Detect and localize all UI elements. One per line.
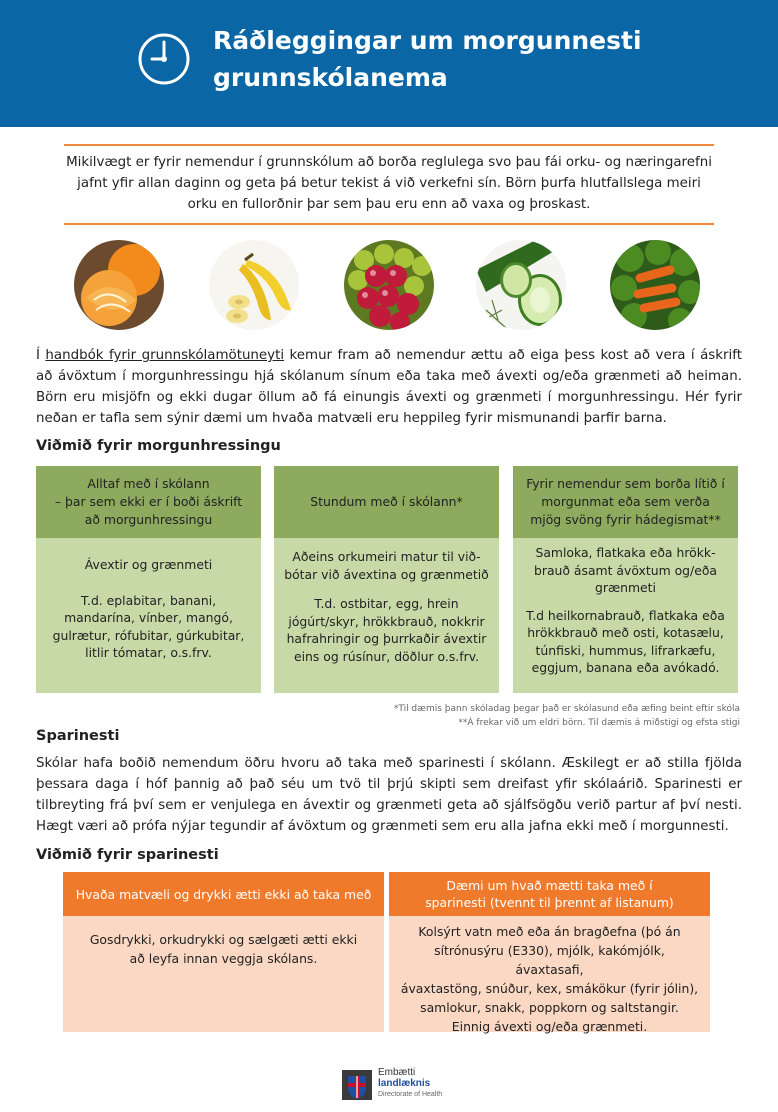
column-text: sítrónusýru (E330), mjólk, kakómjólk, ávaxtasafi, bbox=[434, 943, 665, 977]
column-header-line: Fyrir nemendur sem borða lítið í bbox=[526, 476, 725, 491]
column-body bbox=[274, 538, 499, 693]
column-always bbox=[36, 466, 261, 693]
sparinesti-examples bbox=[389, 872, 710, 1032]
column-text: túnfiski, hummus, lifrarkæfu, bbox=[535, 642, 716, 658]
column-text: Aðeins orkumeiri matur til við- bbox=[292, 549, 481, 564]
coat-of-arms-icon bbox=[340, 1066, 374, 1102]
broccoli-carrot-photo bbox=[610, 240, 700, 330]
logo-text: landlæknis bbox=[378, 1078, 431, 1089]
column-text: T.d. eplabitar, banani, bbox=[80, 592, 217, 608]
column-header bbox=[513, 466, 738, 538]
column-header bbox=[36, 466, 261, 538]
header-banner bbox=[0, 0, 778, 127]
intro-line: jafnt yfir allan daginn og geta þá betur tekist á við verkefni sín. Börn þurfa hlutfallslega meiri bbox=[77, 176, 701, 191]
sparinesti-paragraph: Skólar hafa boðið nemendum öðru hvoru að taka með sparinesti í skólann. Æskilegt er að stilla fjölda þessara daga í hóf þannig að það séu um tvö til þrjú skipti sem dreifast yfir skólaárið. Sparinesti er tilbreyting frá því sem er venjulega en ávextir og grænmeti geta að sjálfsögðu verið partur af því nesti. Hægt væri að prófa nýjar tegundir af ávöxtum og grænmeti sem eru alla jafna ekki með í morgunnesti. bbox=[36, 756, 742, 834]
column-text: grænmeti bbox=[595, 580, 656, 595]
divider-top bbox=[64, 144, 714, 146]
column-text: hrökkbrauð með osti, kotasælu, bbox=[527, 625, 724, 640]
column-header-line: – þar sem ekki er í boði áskrift bbox=[54, 494, 243, 509]
column-text: hafrahringir og þurrkaðir ávextir bbox=[286, 631, 487, 646]
column-text: að leyfa innan veggja skólans. bbox=[129, 951, 318, 966]
column-text: Einnig ávexti og/eða grænmeti. bbox=[451, 1019, 648, 1034]
column-text: brauð ásamt ávöxtum og/eða bbox=[533, 562, 718, 578]
column-header-line: að morgunhressingu bbox=[84, 512, 213, 527]
grapes-photo bbox=[344, 240, 434, 330]
logo-text: Embætti bbox=[378, 1067, 416, 1078]
column-body bbox=[513, 538, 738, 693]
directorate-logo bbox=[340, 1064, 450, 1104]
intro-line: orku en fullorðnir þar sem þau eru enn að vaxa og þroskast. bbox=[187, 197, 591, 212]
section-heading-sparinesti: Sparinesti bbox=[36, 728, 120, 744]
column-text: jógúrt/skyr, hrökkbrauð, nokkrir bbox=[288, 613, 485, 629]
sparinesti-not-allowed bbox=[63, 872, 384, 1032]
intro-paragraph bbox=[36, 345, 742, 429]
column-header-line: Dæmi um hvað mætti taka með í bbox=[446, 878, 653, 893]
clock-icon bbox=[137, 32, 191, 86]
column-text: Kolsýrt vatn með eða án bragðefna (þó án bbox=[418, 924, 681, 939]
column-sometimes bbox=[274, 466, 499, 693]
column-header bbox=[389, 872, 710, 916]
column-header bbox=[274, 466, 499, 538]
column-header bbox=[63, 872, 384, 916]
column-header-line: Alltaf með í skólann bbox=[87, 476, 210, 491]
column-body bbox=[36, 538, 261, 693]
column-header-line: Stundum með í skólann* bbox=[310, 494, 463, 509]
page-title bbox=[213, 22, 642, 96]
title-line-2: grunnskólanema bbox=[213, 63, 448, 92]
footnote-1: *Til dæmis þann skóladag þegar það er skólasund eða æfing beint eftir skóla bbox=[393, 704, 740, 714]
paragraph-prefix: Í bbox=[36, 348, 46, 363]
column-text: Gosdrykki, orkudrykki og sælgæti ætti ekki bbox=[89, 932, 358, 947]
column-header-line: Hvaða matvæli og drykki ætti ekki að taka með bbox=[75, 886, 372, 902]
handbook-link[interactable]: handbók fyrir grunnskólamötuneyti bbox=[45, 348, 285, 363]
banana-photo bbox=[209, 240, 299, 330]
divider-bottom bbox=[64, 223, 714, 225]
column-text: ávaxtastöng, snúður, kex, smákökur (fyrir jólin), bbox=[400, 981, 699, 996]
column-text: samlokur, snakk, poppkorn og saltstangir. bbox=[420, 1000, 679, 1015]
column-hungry bbox=[513, 466, 738, 693]
paragraph-rest: kemur fram að nemendur ættu að eiga þess kost að vera í áskrift að ávöxtum í morgunhressingu hjá skólanum sínum eða taka með ávexti og/eða grænmeti að heiman. Börn eru misjöfn og ekki dugar öllum að fá einungis ávexti og grænmeti í morgunhressingu. Hér fyrir neðan er tafla sem sýnir dæmi um hvaða matvæli eru heppileg fyrir mismunandi þarfir barna. bbox=[36, 348, 742, 426]
column-text: T.d. ostbitar, egg, hrein bbox=[314, 596, 459, 611]
column-text: eggjum, banana eða avókadó. bbox=[531, 660, 720, 675]
footnote-2: **Á frekar við um eldri börn. Til dæmis á miðstigi og efsta stigi bbox=[458, 718, 740, 728]
column-text: mandarína, vínber, mangó, bbox=[64, 610, 233, 625]
column-header-line: sparinesti (tvennt til þrennt af listanum) bbox=[425, 895, 674, 910]
column-text: Ávextir og grænmeti bbox=[84, 557, 213, 572]
intro-text bbox=[64, 152, 714, 215]
column-text: eins og rúsínur, döðlur o.s.frv. bbox=[293, 648, 480, 664]
column-text: gulrætur, rófubitar, gúrkubitar, bbox=[52, 627, 245, 643]
section-heading-sparinesti-criteria: Viðmið fyrir sparinesti bbox=[36, 847, 219, 863]
mandarin-photo bbox=[74, 240, 164, 330]
column-text: bótar við ávextina og grænmetið bbox=[284, 566, 489, 582]
section-heading-morning: Viðmið fyrir morgunhressingu bbox=[36, 438, 281, 454]
column-text: T.d heilkornabrauð, flatkaka eða bbox=[526, 607, 725, 623]
intro-line: Mikilvægt er fyrir nemendur í grunnskólum að borða reglulega svo þau fái orku- og næringarefni bbox=[66, 155, 712, 170]
column-header-line: morgunmat eða sem verða bbox=[541, 494, 710, 509]
cucumber-photo bbox=[476, 240, 566, 330]
title-line-1: Ráðleggingar um morgunnesti bbox=[213, 26, 642, 55]
column-text: Samloka, flatkaka eða hrökk- bbox=[535, 545, 716, 560]
column-body bbox=[389, 916, 710, 1032]
logo-text: Directorate of Health bbox=[378, 1091, 443, 1098]
column-body bbox=[63, 916, 384, 1032]
column-header-line: mjög svöng fyrir hádegismat** bbox=[530, 512, 721, 527]
column-text: litlir tómatar, o.s.frv. bbox=[85, 645, 212, 660]
